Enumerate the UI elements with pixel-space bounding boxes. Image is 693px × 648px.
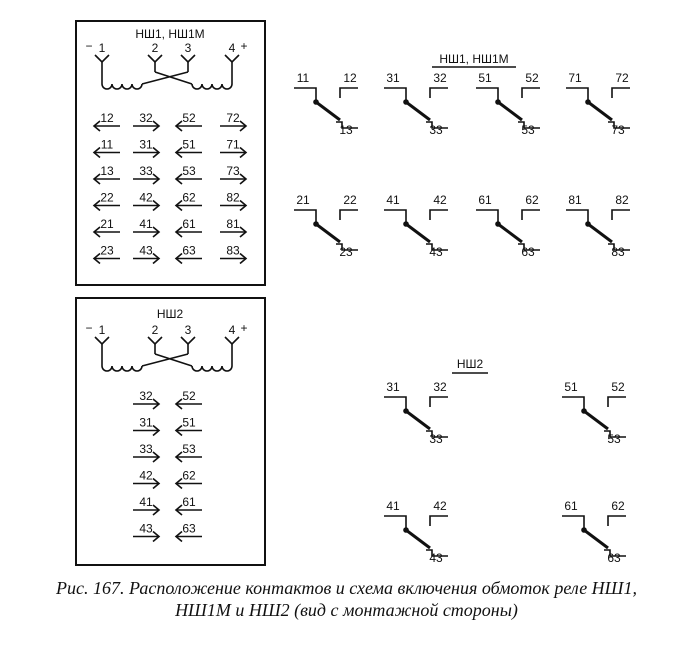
contact-front-label: 32 — [433, 71, 447, 85]
contact-back-label: 63 — [521, 245, 535, 259]
contact-front-terminal — [612, 210, 630, 220]
contact-blade — [316, 224, 340, 242]
contact-front-terminal — [522, 210, 540, 220]
contact-front-terminal — [608, 516, 626, 526]
contact-front-label: 32 — [433, 380, 447, 394]
contact-common-label: 61 — [564, 499, 578, 513]
terminal-connector-icon — [148, 55, 162, 62]
contact-common-lead — [476, 88, 498, 100]
contact-front-label: 62 — [525, 193, 539, 207]
relay-box-2-coil — [85, 321, 247, 371]
contact-label: 42 — [139, 468, 153, 483]
relay-box-1-title: НШ1, НШ1М — [135, 27, 205, 41]
contact-label: 51 — [182, 415, 196, 430]
contact-back-label: 53 — [521, 123, 535, 137]
contact-blade — [406, 102, 430, 120]
minus-sign: − — [85, 39, 93, 53]
contact-label: 52 — [182, 389, 196, 403]
terminal-number: 3 — [184, 41, 192, 55]
figure-caption — [0, 577, 693, 621]
crossing-wire — [142, 72, 188, 84]
contact-back-label: 13 — [339, 123, 353, 137]
contact-label: 32 — [139, 111, 153, 125]
contact-blade — [588, 224, 612, 242]
contact-back-label: 83 — [611, 245, 625, 259]
terminal-number: 3 — [184, 323, 192, 337]
contact-blade — [316, 102, 340, 120]
contact-common-label: 31 — [386, 380, 400, 394]
contact-front-label: 42 — [433, 193, 447, 207]
contact-blade — [498, 102, 522, 120]
contact-common-lead — [562, 397, 584, 409]
contact-blade — [406, 530, 430, 548]
contact-label: 12 — [100, 111, 114, 125]
crossing-wire — [155, 354, 192, 366]
contacts-1-title: НШ1, НШ1М — [439, 52, 509, 66]
contact-label: 71 — [226, 137, 240, 152]
contact-label: 33 — [139, 442, 153, 456]
contact-label: 22 — [100, 190, 114, 205]
contact-front-terminal — [608, 397, 626, 407]
contact-label: 32 — [139, 389, 153, 403]
contact-blade — [584, 411, 608, 429]
contacts-2-title: НШ2 — [456, 357, 484, 371]
contact-common-label: 31 — [386, 71, 400, 85]
contact-common-label: 71 — [568, 71, 582, 85]
coil-winding-left — [102, 84, 142, 89]
coil-winding-right — [192, 366, 232, 371]
terminal-connector-icon — [181, 337, 195, 344]
contact-back-label: 43 — [429, 551, 443, 565]
contact-back-label: 63 — [607, 551, 621, 565]
contact-front-label: 72 — [615, 71, 629, 85]
contact-blade — [584, 530, 608, 548]
coil-winding-right — [192, 84, 232, 89]
contact-back-label: 43 — [429, 245, 443, 259]
contact-common-lead — [294, 210, 316, 222]
contact-common-lead — [476, 210, 498, 222]
contact-label: 13 — [100, 164, 114, 178]
contact-front-terminal — [430, 210, 448, 220]
contact-common-lead — [294, 88, 316, 100]
contact-label: 33 — [139, 164, 153, 178]
contact-front-terminal — [612, 88, 630, 98]
contact-common-label: 61 — [478, 193, 492, 207]
contact-front-terminal — [522, 88, 540, 98]
contact-front-label: 52 — [525, 71, 539, 85]
contact-label: 81 — [226, 217, 240, 231]
contact-front-label: 52 — [611, 380, 625, 394]
contact-front-terminal — [340, 210, 358, 220]
terminal-number: 1 — [98, 323, 106, 337]
contact-common-lead — [562, 516, 584, 528]
contacts-1-group — [294, 71, 630, 259]
contact-front-terminal — [430, 88, 448, 98]
contact-label: 53 — [182, 442, 196, 456]
contact-common-label: 21 — [296, 193, 310, 207]
relay-box-2-contact-grid — [133, 389, 202, 542]
contact-label: 61 — [182, 217, 196, 231]
contact-common-label: 11 — [296, 71, 310, 85]
contact-front-terminal — [340, 88, 358, 98]
relay-box-1-coil — [85, 39, 247, 89]
relay-box-1-contact-grid — [94, 111, 246, 264]
contact-blade — [498, 224, 522, 242]
contacts-2-group — [384, 380, 626, 565]
contact-label: 31 — [139, 137, 153, 152]
contact-front-label: 82 — [615, 193, 629, 207]
contact-common-label: 51 — [564, 380, 578, 394]
relay-box-2-frame — [76, 298, 265, 565]
terminal-number: 1 — [98, 41, 106, 55]
contact-label: 41 — [139, 495, 153, 509]
contact-back-label: 23 — [339, 245, 353, 259]
contact-common-lead — [384, 88, 406, 100]
contact-common-label: 41 — [386, 499, 400, 513]
contact-label: 73 — [226, 164, 240, 178]
contact-back-label: 53 — [607, 432, 621, 446]
terminal-number: 2 — [151, 323, 159, 337]
contact-label: 63 — [182, 521, 196, 536]
contact-common-label: 81 — [568, 193, 582, 207]
contact-common-label: 41 — [386, 193, 400, 207]
contact-back-label: 33 — [429, 432, 443, 446]
contact-front-label: 62 — [611, 499, 625, 513]
contact-label: 43 — [139, 521, 153, 536]
contact-label: 83 — [226, 243, 240, 258]
caption-line-1: Рис. 167. Расположение контактов и схема включения обмоток реле НШ1, — [56, 578, 637, 598]
contact-label: 72 — [226, 111, 240, 125]
contact-common-lead — [384, 516, 406, 528]
relay-box-2-title: НШ2 — [156, 307, 184, 321]
terminal-number: 4 — [228, 323, 236, 337]
terminal-connector-icon — [225, 337, 239, 344]
plus-sign: + — [240, 321, 248, 335]
contact-label: 51 — [182, 137, 196, 152]
terminal-connector-icon — [225, 55, 239, 62]
terminal-connector-icon — [148, 337, 162, 344]
contact-label: 53 — [182, 164, 196, 178]
crossing-wire — [155, 72, 192, 84]
terminal-number: 2 — [151, 41, 159, 55]
contact-label: 82 — [226, 190, 240, 205]
contact-blade — [406, 224, 430, 242]
contact-front-terminal — [430, 516, 448, 526]
contact-label: 11 — [100, 137, 114, 152]
contact-front-label: 42 — [433, 499, 447, 513]
contact-blade — [588, 102, 612, 120]
contact-label: 43 — [139, 243, 153, 258]
terminal-connector-icon — [95, 55, 109, 62]
contact-label: 42 — [139, 190, 153, 205]
contact-common-lead — [384, 210, 406, 222]
terminal-number: 4 — [228, 41, 236, 55]
contact-back-label: 73 — [611, 123, 625, 137]
contact-blade — [406, 411, 430, 429]
contact-back-label: 33 — [429, 123, 443, 137]
contact-front-label: 12 — [343, 71, 357, 85]
contact-label: 21 — [100, 217, 114, 231]
contact-label: 23 — [100, 243, 114, 258]
minus-sign: − — [85, 321, 93, 335]
contact-common-lead — [566, 210, 588, 222]
contact-label: 31 — [139, 415, 153, 430]
contact-common-lead — [566, 88, 588, 100]
contact-label: 41 — [139, 217, 153, 231]
contact-front-label: 22 — [343, 193, 357, 207]
crossing-wire — [142, 354, 188, 366]
contact-label: 61 — [182, 495, 196, 509]
contact-front-terminal — [430, 397, 448, 407]
contact-common-label: 51 — [478, 71, 492, 85]
terminal-connector-icon — [181, 55, 195, 62]
plus-sign: + — [240, 39, 248, 53]
contact-label: 62 — [182, 190, 196, 205]
coil-winding-left — [102, 366, 142, 371]
caption-line-2: НШ1М и НШ2 (вид с монтажной стороны) — [175, 600, 518, 620]
terminal-connector-icon — [95, 337, 109, 344]
contact-label: 62 — [182, 468, 196, 483]
contact-label: 63 — [182, 243, 196, 258]
contact-common-lead — [384, 397, 406, 409]
contact-label: 52 — [182, 111, 196, 125]
